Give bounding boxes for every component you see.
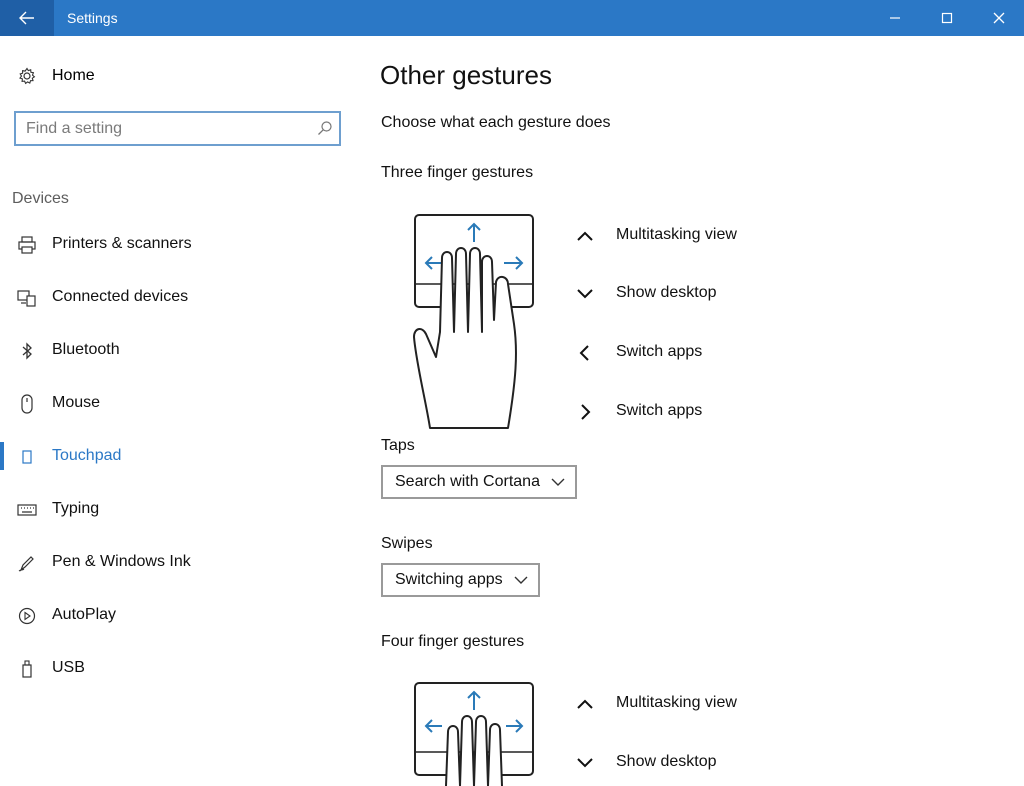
page-title: Other gestures xyxy=(380,60,552,90)
mouse-icon xyxy=(16,394,38,414)
section-heading-devices: Devices xyxy=(12,190,69,207)
printer-icon xyxy=(16,235,38,255)
sidebar-item-usb[interactable] xyxy=(0,650,350,686)
gesture-action-label: Show desktop xyxy=(616,284,717,301)
chevron-up-icon xyxy=(574,694,596,714)
back-arrow-icon xyxy=(19,11,35,25)
four-finger-up-action[interactable] xyxy=(574,692,834,716)
connected-devices-icon xyxy=(16,288,38,308)
home-label: Home xyxy=(52,67,95,84)
gesture-left-action[interactable] xyxy=(574,341,834,365)
gear-icon xyxy=(18,67,36,85)
chevron-left-icon xyxy=(574,343,596,363)
four-finger-gesture-illustration xyxy=(412,680,552,786)
minimize-button[interactable] xyxy=(872,0,918,36)
sidebar-item-label: Touchpad xyxy=(52,447,122,464)
sidebar-item-label: Bluetooth xyxy=(52,341,120,358)
sidebar-item-typing[interactable] xyxy=(0,491,350,527)
taps-dropdown[interactable] xyxy=(381,465,577,499)
sidebar-item-printers[interactable] xyxy=(0,226,350,262)
sidebar-item-label: Connected devices xyxy=(52,288,189,305)
chevron-down-icon xyxy=(574,284,596,304)
gesture-action-label: Switch apps xyxy=(616,402,703,419)
chevron-down-icon xyxy=(514,575,528,585)
taps-dropdown-value: Search with Cortana xyxy=(395,473,540,490)
gesture-right-action[interactable] xyxy=(574,400,834,424)
four-finger-heading: Four finger gestures xyxy=(381,633,525,650)
sidebar-item-bluetooth[interactable] xyxy=(0,332,350,368)
sidebar-item-mouse[interactable] xyxy=(0,385,350,421)
sidebar-item-label: USB xyxy=(52,659,85,676)
back-button[interactable] xyxy=(0,0,54,36)
maximize-icon xyxy=(941,12,953,24)
three-finger-gesture-illustration xyxy=(412,212,552,430)
chevron-up-icon xyxy=(574,226,596,246)
keyboard-icon xyxy=(16,500,38,520)
sidebar-item-pen[interactable] xyxy=(0,544,350,580)
gesture-action-label: Switch apps xyxy=(616,343,703,360)
sidebar-item-autoplay[interactable] xyxy=(0,597,350,633)
maximize-button[interactable] xyxy=(924,0,970,36)
gesture-up-action[interactable] xyxy=(574,224,834,248)
search-box[interactable] xyxy=(14,111,341,146)
sidebar-item-touchpad[interactable] xyxy=(0,438,350,474)
sidebar-item-label: AutoPlay xyxy=(52,606,117,623)
gesture-down-action[interactable] xyxy=(574,282,834,306)
touchpad-icon xyxy=(16,447,38,467)
autoplay-icon xyxy=(16,606,38,626)
window-title: Settings xyxy=(67,10,118,26)
chevron-right-icon xyxy=(574,402,596,422)
active-indicator xyxy=(0,442,4,470)
title-bar xyxy=(0,0,1024,36)
swipes-label: Swipes xyxy=(381,535,433,552)
gesture-action-label: Show desktop xyxy=(616,753,717,770)
pen-icon xyxy=(16,553,38,573)
sidebar-item-label: Mouse xyxy=(52,394,101,411)
three-finger-heading: Three finger gestures xyxy=(381,164,534,181)
close-icon xyxy=(993,12,1005,24)
search-input[interactable] xyxy=(26,119,306,139)
swipes-dropdown[interactable] xyxy=(381,563,540,597)
gesture-action-label: Multitasking view xyxy=(616,226,737,243)
chevron-down-icon xyxy=(574,753,596,773)
bluetooth-icon xyxy=(16,341,38,361)
chevron-down-icon xyxy=(551,477,565,487)
sidebar-item-label: Typing xyxy=(52,500,100,517)
minimize-icon xyxy=(889,12,901,24)
page-subtitle: Choose what each gesture does xyxy=(381,114,611,131)
taps-label: Taps xyxy=(381,437,415,454)
close-button[interactable] xyxy=(976,0,1022,36)
gesture-action-label: Multitasking view xyxy=(616,694,737,711)
sidebar-item-connected-devices[interactable] xyxy=(0,279,350,315)
four-finger-down-action[interactable] xyxy=(574,751,834,775)
home-nav-item[interactable] xyxy=(18,64,95,88)
swipes-dropdown-value: Switching apps xyxy=(395,571,503,588)
sidebar-item-label: Printers & scanners xyxy=(52,235,192,252)
search-icon[interactable] xyxy=(317,120,333,136)
sidebar-item-label: Pen & Windows Ink xyxy=(52,553,191,570)
usb-icon xyxy=(16,659,38,679)
